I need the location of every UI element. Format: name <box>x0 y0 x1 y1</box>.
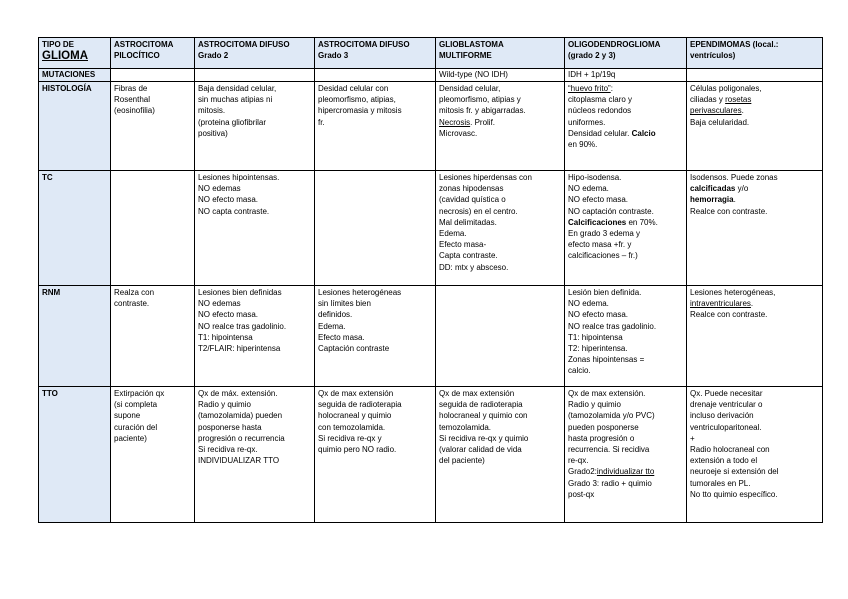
header-line: (grado 2 y 3) <box>568 51 616 61</box>
cell-mutaciones-pilocitico <box>111 69 195 82</box>
text-line: neuroeje si extensión del <box>690 467 779 477</box>
text-fragment: . <box>733 195 736 205</box>
text-line: sin límites bien <box>318 299 371 309</box>
text-line: Baja densidad celular, <box>198 84 277 93</box>
text-line: supone <box>114 411 141 421</box>
header-line: ventrículos) <box>690 51 736 61</box>
text-line <box>690 105 819 116</box>
text-line <box>690 183 819 194</box>
text-line: NO realce tras gadolinio. <box>198 321 287 331</box>
text-line: Si recidiva re-qx y <box>318 433 382 443</box>
text-line: Grado 3: radio + quimio <box>568 478 652 488</box>
text-line <box>690 194 819 205</box>
header-line: GLIOBLASTOMA <box>439 40 504 49</box>
cell-rnm-difuso3 <box>315 286 436 387</box>
row-rnm <box>39 286 823 387</box>
header-line: PILOCÍTICO <box>114 51 160 61</box>
text-line: extensión a todo el <box>690 456 758 466</box>
text-line: holocraneal y quimio <box>318 411 392 421</box>
calcificadas-term: calcificadas <box>690 184 736 194</box>
text-line: holocraneal y quimio con <box>439 411 528 421</box>
text-line: (proteina gliofibrilar <box>198 117 267 127</box>
individualizar-term: individualizar tto <box>596 467 655 477</box>
text-line: mitosis fr. y abigarradas. <box>439 106 526 116</box>
necrosis-term: Necrosis <box>439 117 471 127</box>
text-line: Densidad celular, <box>439 84 501 93</box>
text-line: Si recidiva re-qx. <box>198 445 258 455</box>
text-fragment: . Prolif. <box>470 117 496 127</box>
text-line: Efecto masa- <box>439 240 487 250</box>
text-line: Qx. Puede necesitar <box>690 389 763 398</box>
row-tto <box>39 387 823 523</box>
row-mutaciones <box>39 69 823 82</box>
text-line: pueden posponerse <box>568 422 639 432</box>
hemorragia-term: hemorragia <box>690 195 734 205</box>
text-line: seguida de radioterapia <box>439 400 523 410</box>
text-line: tumorales en PL. <box>690 478 751 488</box>
cell-tc-difuso2 <box>195 171 315 286</box>
text-line: T2: hiperintensa. <box>568 344 628 354</box>
text-line: Capta contraste. <box>439 251 498 261</box>
text-line: Si recidiva re-qx y quimio <box>439 433 529 443</box>
cell-histologia-pilocitico <box>111 82 195 171</box>
text-line: Lesiones hipointensas. <box>198 173 280 182</box>
text-fragment: . <box>741 106 744 116</box>
text-line: seguida de radioterapia <box>318 400 402 410</box>
text-line: citoplasma claro y <box>568 95 633 105</box>
text-line: NO captación contraste. <box>568 206 654 216</box>
glioma-table <box>38 37 823 523</box>
text-line: T2/FLAIR: hiperintensa <box>198 344 281 354</box>
rosetas-term: rosetas <box>725 95 752 105</box>
cell-mutaciones-difuso3 <box>315 69 436 82</box>
header-line: EPENDIMOMAS (local.: <box>690 40 779 49</box>
header-tipo-label: TIPO DE <box>42 40 75 49</box>
text-line: (valorar calidad de vida <box>439 445 522 455</box>
text-line: Lesiones hiperdensas con <box>439 173 532 182</box>
cell-rnm-pilocitico <box>111 286 195 387</box>
text-line: NO edemas <box>198 299 241 309</box>
text-line: hipercromasia y mitosis <box>318 106 402 116</box>
cell-tc-gbm <box>436 171 565 286</box>
text-line: pleomorfismo, atipias, <box>318 95 396 105</box>
header-glioma-label: GLIOMA <box>42 50 88 63</box>
text-line: NO capta contraste. <box>198 206 270 216</box>
header-astrocitoma-difuso-g3 <box>315 38 436 69</box>
header-oligodendroglioma <box>565 38 687 69</box>
row-label-tc: TC <box>39 171 111 286</box>
huevo-frito-term: “huevo frito” <box>568 84 611 93</box>
text-line: del paciente) <box>439 456 485 466</box>
header-glioblastoma <box>436 38 565 69</box>
header-line: ASTROCITOMA <box>114 40 174 49</box>
cell-histologia-gbm <box>436 82 565 171</box>
header-tipo-glioma <box>39 38 111 69</box>
text-line: incluso derivación <box>690 411 754 421</box>
text-line: re-qx. <box>568 456 589 466</box>
text-line: progresión o recurrencia <box>198 433 285 443</box>
text-line: Efecto masa. <box>318 332 365 342</box>
text-line: DD: mtx y absceso. <box>439 262 509 272</box>
text-line: Rosenthal <box>114 95 151 105</box>
text-line: (cavidad quística o <box>439 195 506 205</box>
text-line: post-qx <box>568 489 595 499</box>
text-line: Fibras de <box>114 84 148 93</box>
text-line: NO edema. <box>568 184 609 194</box>
text-line: Realza con <box>114 288 155 297</box>
cell-histologia-difuso2 <box>195 82 315 171</box>
header-line: Grado 2 <box>198 51 229 61</box>
header-astrocitoma-pilocitico <box>111 38 195 69</box>
text-line: Extirpación qx <box>114 389 165 398</box>
text-line: Qx de max extensión. <box>568 389 646 398</box>
text-line: Lesiones heterogéneas, <box>690 288 776 297</box>
text-fragment: y/o <box>735 184 749 194</box>
text-fragment: en 70%. <box>626 217 658 227</box>
text-line: Células poligonales, <box>690 84 762 93</box>
row-label-histologia: HISTOLOGÍA <box>39 82 111 171</box>
text-line: Mal delimitadas. <box>439 217 497 227</box>
text-line: pleomorfismo, atipias y <box>439 95 521 105</box>
text-line: positiva) <box>198 128 228 138</box>
cell-rnm-gbm <box>436 286 565 387</box>
perivasculares-term: perivasculares <box>690 106 742 116</box>
text-line <box>439 117 561 128</box>
cell-tc-pilocitico <box>111 171 195 286</box>
text-line: Qx de max extensión <box>439 389 515 398</box>
text-line: Qx de max extensión <box>318 389 394 398</box>
cell-tc-oligo <box>565 171 687 286</box>
text-line: (si completa <box>114 400 158 410</box>
cell-tc-ependimoma <box>687 171 823 286</box>
cell-histologia-ependimoma <box>687 82 823 171</box>
text-line: con temozolamida. <box>318 422 386 432</box>
text-line: quimio pero NO radio. <box>318 445 397 455</box>
cell-rnm-oligo <box>565 286 687 387</box>
text-line: Captación contraste <box>318 344 390 354</box>
calcificaciones-term: Calcificaciones <box>568 217 627 227</box>
text-line: calcio. <box>568 366 591 376</box>
text-line: recurrencia. Si recidiva <box>568 445 650 455</box>
text-fragment: Densidad celular. <box>568 128 630 138</box>
row-label-rnm: RNM <box>39 286 111 387</box>
text-line: En grado 3 edema y <box>568 229 641 239</box>
text-line: fr. <box>318 117 325 127</box>
text-line: mitosis. <box>198 106 226 116</box>
text-line: Realce con contraste. <box>690 206 768 216</box>
calcio-term: Calcio <box>631 128 656 138</box>
text-line: Hipo-isodensa. <box>568 173 622 182</box>
text-line: Edema. <box>318 321 346 331</box>
text-line: Microvasc. <box>439 128 478 138</box>
cell-tto-ependimoma <box>687 387 823 523</box>
row-label-mutaciones: MUTACIONES <box>39 69 111 82</box>
text-line: zonas hipodensas <box>439 184 504 194</box>
cell-tto-oligo <box>565 387 687 523</box>
text-line: (tamozolamida y/o PVC) <box>568 411 655 421</box>
row-label-tto: TTO <box>39 387 111 523</box>
cell-mutaciones-gbm: Wild-type (NO IDH) <box>436 69 565 82</box>
text-line <box>568 217 683 228</box>
text-line: Edema. <box>439 229 467 239</box>
text-line: sin muchas atipias ni <box>198 95 273 105</box>
page <box>38 37 822 523</box>
text-line <box>690 298 819 309</box>
text-line: necrosis) en el centro. <box>439 206 518 216</box>
intraventriculares-term: intraventriculares <box>690 299 751 309</box>
text-line: definidos. <box>318 310 353 320</box>
text-fragment: ciliadas y <box>690 95 726 105</box>
text-line: NO efecto masa. <box>198 195 259 205</box>
text-line: NO edema. <box>568 299 609 309</box>
text-line <box>690 94 819 105</box>
text-line: Lesiones bien definidas <box>198 288 282 297</box>
row-tc <box>39 171 823 286</box>
text-line: Desidad celular con <box>318 84 389 93</box>
header-line: ASTROCITOMA DIFUSO <box>198 40 290 49</box>
cell-tto-difuso2 <box>195 387 315 523</box>
header-row <box>39 38 823 69</box>
cell-rnm-difuso2 <box>195 286 315 387</box>
text-line: Baja celularidad. <box>690 117 750 127</box>
text-line: Isodensos. Puede zonas <box>690 173 778 182</box>
text-line: + <box>690 433 695 443</box>
text-fragment: . <box>750 299 754 309</box>
row-histologia <box>39 82 823 171</box>
cell-tto-pilocitico <box>111 387 195 523</box>
text-line: contraste. <box>114 299 150 309</box>
text-line: núcleos redondos <box>568 106 632 116</box>
text-line: NO efecto masa. <box>198 310 259 320</box>
header-line: OLIGODENDROGLIOMA <box>568 40 661 49</box>
header-astrocitoma-difuso-g2 <box>195 38 315 69</box>
text-line <box>568 83 683 94</box>
text-line: paciente) <box>114 433 147 443</box>
text-line: hasta progresión o <box>568 433 635 443</box>
text-line: drenaje ventricular o <box>690 400 763 410</box>
text-line: curación del <box>114 422 158 432</box>
text-line: Zonas hipointensas = <box>568 355 645 365</box>
text-line: temozolamida. <box>439 422 492 432</box>
text-line <box>568 128 683 139</box>
text-line: No tto quimio específico. <box>690 489 778 499</box>
text-line: en 90%. <box>568 140 598 150</box>
cell-histologia-difuso3 <box>315 82 436 171</box>
header-line: ASTROCITOMA DIFUSO <box>318 40 410 49</box>
text-line: Radio y quimio <box>198 400 251 410</box>
text-line: (eosinofilia) <box>114 106 155 116</box>
text-line: NO efecto masa. <box>568 310 629 320</box>
text-line: (tamozolamida) pueden <box>198 411 283 421</box>
cell-tto-gbm <box>436 387 565 523</box>
text-line: calcificaciones – fr.) <box>568 251 638 261</box>
text-line: Radio y quimio <box>568 400 621 410</box>
text-line: Radio holocraneal con <box>690 445 770 455</box>
text-fragment: Grado2: <box>568 467 597 477</box>
cell-histologia-oligo <box>565 82 687 171</box>
text-line: Qx de máx. extensión. <box>198 389 278 398</box>
text-line: NO edemas <box>198 184 241 194</box>
text-line: T1: hipointensa <box>568 332 623 342</box>
text-line: INDIVIDUALIZAR TTO <box>198 456 280 466</box>
text-line: Realce con contraste. <box>690 310 768 320</box>
text-line: Lesión bien definida. <box>568 288 642 297</box>
cell-mutaciones-oligo: IDH + 1p/19q <box>565 69 687 82</box>
cell-mutaciones-difuso2 <box>195 69 315 82</box>
text-line: uniformes. <box>568 117 606 127</box>
text-line: efecto masa +fr. y <box>568 240 632 250</box>
cell-tc-difuso3 <box>315 171 436 286</box>
text-line: NO realce tras gadolinio. <box>568 321 657 331</box>
text-line: T1: hipointensa <box>198 332 253 342</box>
text-line: posponerse hasta <box>198 422 262 432</box>
cell-tto-difuso3 <box>315 387 436 523</box>
text-line: Lesiones heterogéneas <box>318 288 402 297</box>
cell-mutaciones-ependimoma <box>687 69 823 82</box>
text-line: ventriculoparitoneal. <box>690 422 762 432</box>
header-line: MULTIFORME <box>439 51 492 61</box>
text-line: NO efecto masa. <box>568 195 629 205</box>
header-ependimomas <box>687 38 823 69</box>
text-fragment: : <box>610 84 613 93</box>
text-line <box>568 466 683 477</box>
header-line: Grado 3 <box>318 51 349 61</box>
cell-rnm-ependimoma <box>687 286 823 387</box>
